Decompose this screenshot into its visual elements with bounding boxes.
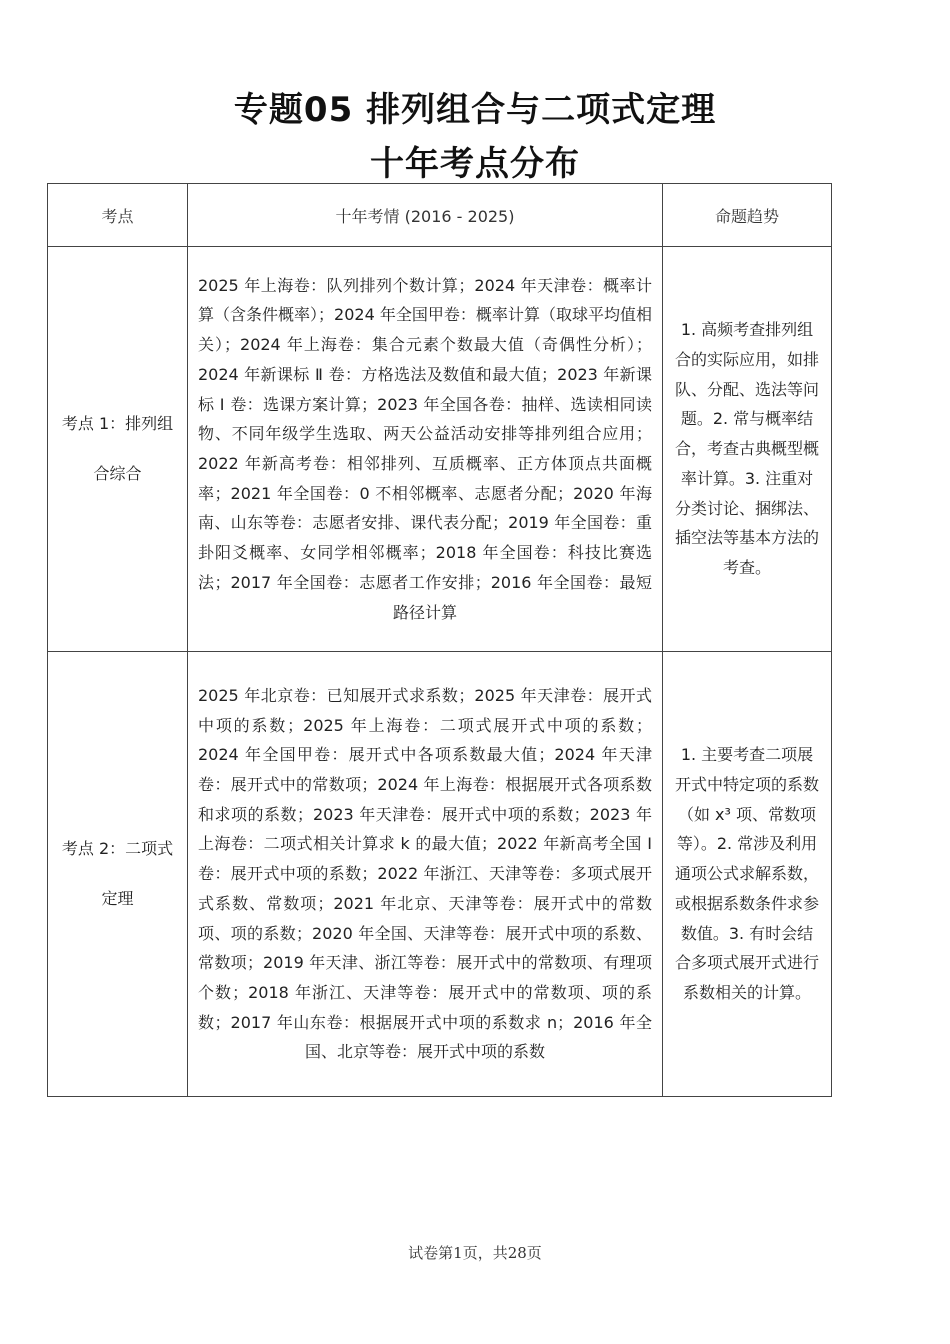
- table-row: [48, 652, 832, 1097]
- point-cell: 考点 1：排列组合综合: [48, 247, 188, 652]
- point-cell: 考点 2：二项式定理: [48, 652, 188, 1097]
- page-footer: 试卷第1页，共28页: [408, 1244, 542, 1262]
- table-row: [48, 247, 832, 652]
- topic-distribution-table: [47, 183, 832, 1097]
- header-ten-year: 十年考情 (2016 - 2025): [188, 184, 663, 247]
- page-subtitle: 十年考点分布: [370, 144, 580, 184]
- header-trend: 命题趋势: [663, 184, 832, 247]
- page-title: 专题05 排列组合与二项式定理: [233, 90, 717, 130]
- header-point: 考点: [48, 184, 188, 247]
- detail-cell: 2025 年北京卷：已知展开式求系数；2025 年天津卷：展开式中项的系数；2025 年上海卷：二项式展开式中项的系数；2024 年全国甲卷：展开式中各项系数最大值；2024 年天津卷：展开式中的常数项；2024 年上海卷：根据展开式各项系数和求项的系数；2023 年天津卷：展开式中项的系数；2023 年上海卷：二项式相关计算求 k 的最大值；2022 年新高考全国 Ⅰ 卷：展开式中项的系数；2022 年浙江、天津等卷：多项式展开式系数、常数项；2021 年北京、天津等卷：展开式中的常数项、项的系数；2020 年全国、天津等卷：展开式中项的系数、常数项；2019 年天津、浙江等卷：展开式中的常数项、有理项个数；2018 年浙江、天津等卷：展开式中的常数项、项的系数；2017 年山东卷：根据展开式中项的系数求 n；2016 年全国、北京等卷：展开式中项的系数: [188, 652, 663, 1097]
- trend-cell: 1. 高频考查排列组合的实际应用，如排队、分配、选法等问题。2. 常与概率结合，考查古典概型概率计算。3. 注重对分类讨论、捆绑法、插空法等基本方法的考查。: [663, 247, 832, 652]
- detail-cell: 2025 年上海卷：队列排列个数计算；2024 年天津卷：概率计算（含条件概率）；2024 年全国甲卷：概率计算（取球平均值相关）；2024 年上海卷：集合元素个数最大值（奇偶性分析）；2024 年新课标 Ⅱ 卷：方格选法及数值和最大值；2023 年新课标 Ⅰ 卷：选课方案计算；2023 年全国各卷：抽样、选读相同读物、不同年级学生选取、两天公益活动安排等排列组合应用；2022 年新高考卷：相邻排列、互质概率、正方体顶点共面概率；2021 年全国卷：0 不相邻概率、志愿者分配；2020 年海南、山东等卷：志愿者安排、课代表分配；2019 年全国卷：重卦阳爻概率、女同学相邻概率；2018 年全国卷：科技比赛选法；2017 年全国卷：志愿者工作安排；2016 年全国卷：最短路径计算: [188, 247, 663, 652]
- trend-cell: 1. 主要考查二项展开式中特定项的系数（如 x³ 项、常数项等）。2. 常涉及利用通项公式求解系数，或根据系数条件求参数值。3. 有时会结合多项式展开式进行系数相关的计算。: [663, 652, 832, 1097]
- table-header-row: [48, 184, 832, 247]
